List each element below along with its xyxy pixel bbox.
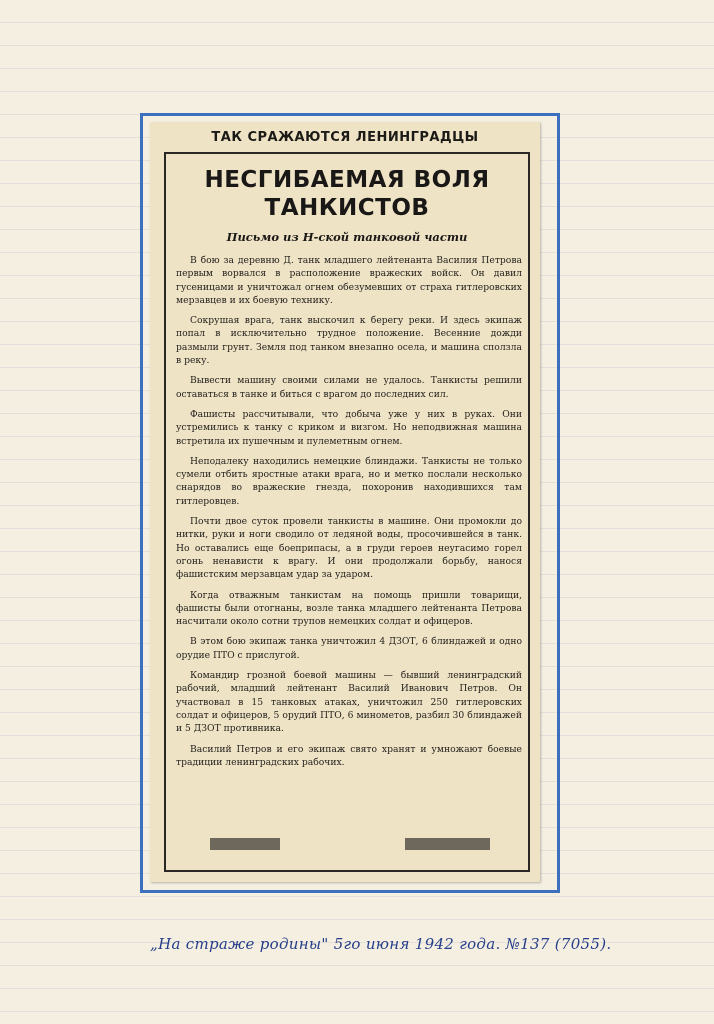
rubric-title: ТАК СРАЖАЮТСЯ ЛЕНИНГРАДЦЫ	[211, 130, 479, 145]
print-smudge	[405, 838, 490, 850]
paragraph: В этом бою экипаж танка уничтожил 4 ДЗОТ, 6 блиндажей и одно орудие ПТО с прислугой.	[176, 636, 522, 661]
right-rule	[528, 152, 530, 872]
bottom-rule	[164, 870, 530, 872]
left-rule	[164, 152, 166, 872]
subheadline: Письмо из Н-ской танковой части	[226, 230, 468, 244]
paragraph: Когда отважным танкистам на помощь пришли товарищи, фашисты были отогнаны, возле танка младшего лейтенанта Петрова насчитали около сотни трупов немецких солдат и офицеров.	[176, 589, 522, 628]
paragraph: Василий Петров и его экипаж свято хранят и умножают боевые традиции ленинградских рабочих.	[176, 743, 522, 768]
print-smudge	[210, 838, 280, 850]
paragraph: Неподалеку находились немецкие блиндажи. Танкисты не только сумели отбить яростные атаки врага, но и метко послали несколько снарядов во вражеские гнезда, похоронив находившихся там гитлеровцев.	[176, 455, 522, 507]
handwritten-caption: „На страже родины" 5го июня 1942 года. №137 (7055).	[150, 935, 612, 953]
paragraph: В бою за деревню Д. танк младшего лейтенанта Василия Петрова первым ворвался в расположение вражеских войск. Он давил гусеницами и уничтожал огнем обезумевших от страха гитлеровских мерзавцев и их боевую технику.	[176, 255, 522, 306]
paragraph: Фашисты рассчитывали, что добыча уже у них в руках. Они устремились к танку с криком и визгом. Но неподвижная машина встретила их пушечным и пулеметным огнем.	[176, 408, 522, 447]
paragraph: Сокрушая врага, танк выскочил к берегу реки. И здесь экипаж попал в исключительно трудное положение. Весенние дожди размыли грунт. Земля под танком внезапно осела, и машина сползла в реку.	[176, 315, 522, 367]
newspaper-clipping	[150, 122, 540, 882]
top-rule	[164, 152, 530, 154]
article-body	[176, 254, 522, 776]
headline: НЕСГИБАЕМАЯ ВОЛЯ ТАНКИСТОВ	[204, 167, 490, 221]
paragraph: Почти двое суток провели танкисты в машине. Они промокли до нитки, руки и ноги сводило от ледяной воды, просочившейся в танк. Но оставались еще боеприпасы, а в груди героев неугасимо горел огонь ненависти к врагу. И они продолжали борьбу, нанося фашистским мерзавцам удар за ударом.	[176, 516, 522, 581]
paragraph: Вывести машину своими силами не удалось. Танкисты решили оставаться в танке и биться с врагом до последних сил.	[176, 375, 522, 400]
paragraph: Командир грозной боевой машины — бывший ленинградский рабочий, младший лейтенант Василий Иванович Петров. Он участвовал в 15 танковых атаках, уничтожил 250 гитлеровских солдат и офицеров, 5 орудий ПТО, 6 минометов, разбил 30 блиндажей и 5 ДЗОТ противника.	[176, 670, 522, 735]
